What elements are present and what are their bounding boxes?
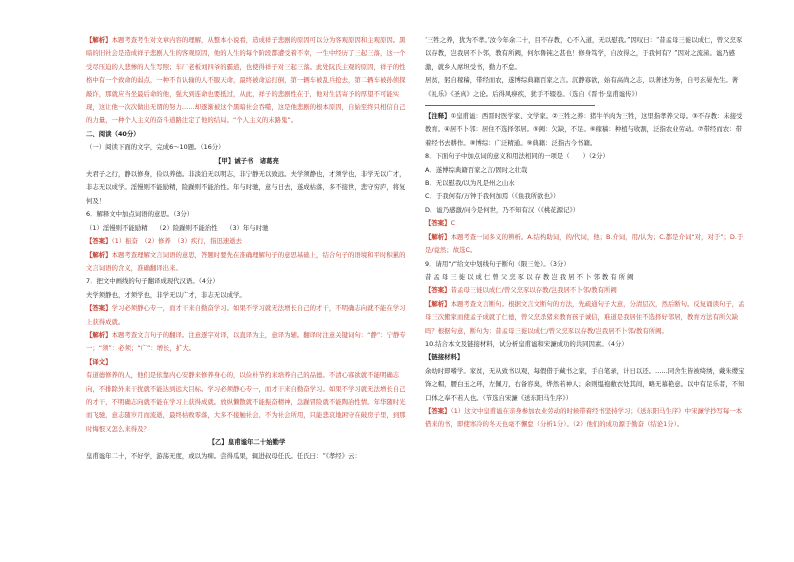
analysis-label: 【解析】 bbox=[86, 330, 112, 339]
analysis-label: 【解析】 bbox=[86, 250, 112, 259]
question-6-options bbox=[86, 222, 408, 235]
analysis-label: 【解析】 bbox=[425, 232, 451, 241]
analysis-8 bbox=[425, 231, 747, 258]
question-7-sentence: 夫学须静也，才须学也，非学无以广才，非志无以成学。 bbox=[86, 290, 246, 299]
left-column bbox=[86, 34, 408, 463]
analysis-quote: “个人主义的末路鬼”。 bbox=[232, 116, 298, 125]
passage-b-text: 皇甫谧年二十，不好学，游荡无度，或以为痴。尝得瓜果，辄进叔母任氏。任氏曰：“《孝经》云： bbox=[86, 451, 361, 460]
analysis-label: 【解析】 bbox=[425, 299, 451, 308]
answer-10 bbox=[425, 405, 747, 432]
link-text: 余幼时即嗜学。家贫，无从致书以观，每假借于藏书之家，手自笔录，计日以还。……同舍生皆被绮绣，戴朱缨宝饰之帽，腰白玉之环，左佩刀，右备容臭，烨然若神人；余则缊袍敝衣处其间，略无慕艳意。以中有足乐者，不知口体之奉不若人也。（节选自宋濂《送东阳马生序》） bbox=[425, 366, 745, 402]
answer-text: C bbox=[450, 219, 456, 228]
q8-option: B．无以慰我/以为凡是州之山水 bbox=[425, 179, 515, 188]
q8-option: C．于我何有/万钟于我何加焉（《鱼我所欲也》） bbox=[425, 192, 560, 201]
answer-8 bbox=[425, 217, 747, 230]
answer-label: 【答案】 bbox=[425, 406, 451, 415]
translation-text: 有道德修养的人，他们是依靠内心安静来修养身心的，以俭朴节约来培养自己的品德。不清心寡欲就不能明确志向，不排除外来干扰就不能达到远大目标。学习必须静心专一，而才干来自勤奋学习。如果不学习就无法增长自己的才干，不明确志向就不能在学习上获得成就。放纵懒散就不能振奋精神，急躁冒险就不能陶冶性情。年华随时光而飞驰，意志随岁月而流逝，最终枯败零落，大多不接触社会、不为社会所用，只能悲哀地困守在破房子里，到那时悔恨又怎么来得及？ bbox=[86, 371, 406, 433]
answer-text: 学习必须静心专一，而才干来自勤奋学习。如果不学习就无法增长自己的才干，不明确志向就不能在学习上获得成就。 bbox=[86, 304, 406, 326]
analysis-7 bbox=[86, 329, 408, 356]
subsection-heading: （一）阅读下面的文字，完成6～10题。（16分） bbox=[86, 143, 225, 152]
q6-option: （2）险躁则不能治性 bbox=[156, 223, 218, 232]
passage-b-continued-2: 居贫，躬自稼穑，带经而农，遂博综典籍百家之言。沉静寡欲，始有高尚之志，以著述为务，自号玄晏先生。著《礼乐》《圣真》之论。后得风痹疾，犹手不辍卷。（选自《晋书·皇甫谧传》） bbox=[425, 76, 739, 98]
analysis-9 bbox=[425, 298, 747, 338]
answer-6 bbox=[86, 235, 408, 248]
q6-option: （1）淫慢则不能励精 bbox=[86, 223, 148, 232]
passage-b-title: 【乙】皇甫谧年二十始勤学 bbox=[208, 438, 286, 447]
notes-text: ①皇甫谧：西晋时医学家、文学家。②三牲之养：猪牛羊肉为三牲，这里指孝养父母。③不存教：未接受教育。④居不卜邻：居住不选择邻居。⑤阙：欠缺，不足。⑥稼穑：种植与收割，泛指农业劳动。⑦带经而农：带着经书去耕作。⑧博综：广泛精通。⑨典籍：泛指古今书籍。 bbox=[425, 112, 743, 147]
analysis-6 bbox=[86, 249, 408, 276]
analysis-text: 本题考查文言断句。根据文言文断句的方法，先疏通句子大意，分清层次，然后断句。反复诵读句子，孟母三次搬家而使孟子成就了仁德，曾父烹杀猪来教育孩子诚信，难道是我居住不选择好邻居，教育方法有所欠缺吗？根据句意，断句为：昔孟母三徙以成仁/曾父烹豕以存教/岂我居不卜邻/教有所阙。 bbox=[425, 299, 745, 335]
question-6: 6．解释文中加点词语的意思。（3分） bbox=[86, 210, 194, 219]
analysis-label: 【解析】 bbox=[86, 36, 112, 44]
answer-text: （1）这文中皇甫谧在亲身参加农业劳动的时候带着经书坚持学习；《送东阳马生序》中宋濂学抄写每一本借来的书，即使寒冷的冬天也毫不懈怠（分析1分）。（2）他们的成功源于勤奋（结论1分）。 bbox=[425, 406, 743, 429]
analysis-text: 本题考查文言句子的翻译。注意逐字对译，以直译为主，意译为辅。翻译时注意关键词句：“静”：宁静专一；“须”：必须；“广”：增长，扩大。 bbox=[86, 330, 406, 353]
question-7: 7．把文中画线的句子翻译成现代汉语。（4分） bbox=[86, 277, 219, 286]
answer-label: 【答案】 bbox=[86, 237, 112, 246]
notes bbox=[425, 110, 747, 150]
notes-label: 【注释】 bbox=[425, 112, 451, 121]
q8-option: A．遂博综典籍百家之言/固时之壮哉 bbox=[425, 165, 528, 174]
passage-a-text: 夫君子之行，静以修身，俭以养德。非淡泊无以明志，非宁静无以致远。夫学须静也，才须学也，非学无以广才，非志无以成学。淫慢则不能励精，险躁则不能治性。年与时驰，意与日去，遂成枯落，多不接世，悲守穷庐，将复何及！ bbox=[86, 170, 406, 205]
answer-label: 【答案】 bbox=[86, 304, 112, 313]
analysis-text: 本题考查理解文言词语的意思，答题时要先在准确理解句子的意思基础上，结合句子的语境和平时积累的文言词语的含义，准确翻译出来。 bbox=[86, 250, 406, 272]
analysis-paragraph bbox=[86, 34, 408, 128]
section-heading: 二、阅读（40分） bbox=[86, 129, 140, 138]
translation-label: 【译文】 bbox=[86, 357, 112, 366]
question-9-sentence: 昔 孟 母 三 徙 以 成 仁 曾 父 烹 豕 以 存 教 岂 我 居 不 卜 邻 教 有 所 阙 bbox=[425, 272, 634, 281]
answer-7 bbox=[86, 302, 408, 329]
question-8: 8．下面句子中加点词的意义和用法相同的一项是（ ）（2分） bbox=[425, 152, 609, 161]
q8-option: D．谧乃感激/问今是何世，乃不知有汉（《桃花源记》） bbox=[425, 205, 580, 214]
answer-label: 【答案】 bbox=[425, 219, 451, 228]
question-9: 9．请用“/”给文中划线句子断句（限三处）。（3分） bbox=[425, 259, 570, 268]
passage-b-continued: ‘三牲之养，犹为不孝。’汝今年余二十，目不存教，心不入道，无以慰我。”因叹曰：“昔孟母三徙以成仁，曾父烹豕以存教，岂我居不卜邻，教有所阙，何尔鲁钝之甚也！修身笃学，自汝得之，于我何有？”因对之流涕。谧乃感激，就乡人席坦受书，勤力不怠。 bbox=[425, 36, 743, 71]
right-column bbox=[425, 34, 747, 432]
link-label: 【链接材料】 bbox=[425, 353, 464, 362]
analysis-text: 本题考查考生对文章内容的理解，从整本小说看，造成祥子悲剧的原因可以分为客观原因和主观原因。黑暗的旧社会是造成祥子悲剧人生的客观原因，他的人生的每个阶段都遭受着不幸，一生中经历了三起三落，这一个受尽压迫的人悲惨的人生写照；车厂老板刘四爷的霸道，也使得祥子对三起三落。此处阮氏主观的原因，祥子的性格中有一个致命的弱点，一种不肯认输的人不服天命，最终被命运打倒，第一辆车被乱兵抢去，第二辆车被孙侦探敲诈，那就应当坐最后命的他，强大到连命也要抵过，从此，祥子的悲剧性在于，他对生活寄予的厚望不可能实现，这让他一次次做出无谓的努力……却逐渐被这个黑暗社会吞噬，这是他悲剧的根本原因，自始至终只相信自己的力量，一种个人主义的奋斗道路注定了他的结局。 bbox=[86, 36, 406, 125]
answer-label: 【答案】 bbox=[425, 286, 451, 295]
answer-9 bbox=[425, 284, 747, 297]
passage-a-title: 【甲】诫子书 诸葛亮 bbox=[215, 156, 279, 165]
divider-line bbox=[425, 105, 595, 106]
question-10: 10.结合本文及链接材料，试分析皇甫谧和宋濂成功的共同因素。（4分） bbox=[425, 339, 628, 348]
q6-option: （3）年与时驰 bbox=[226, 223, 269, 232]
analysis-text: 本题考查一词多义的辨析。A.结构助词，的/代词，他；B.介词，用/认为；C.都是介词“对，对于”；D.于是/竟然；故选C。 bbox=[425, 232, 744, 255]
answer-text: 昔孟母三徙以成仁/曾父烹豕以存教/岂我居不卜邻/教有所阙 bbox=[450, 286, 617, 295]
answer-text: （1）振奋 （2）修养 （3）疾行，指迅速逝去 bbox=[111, 237, 242, 246]
